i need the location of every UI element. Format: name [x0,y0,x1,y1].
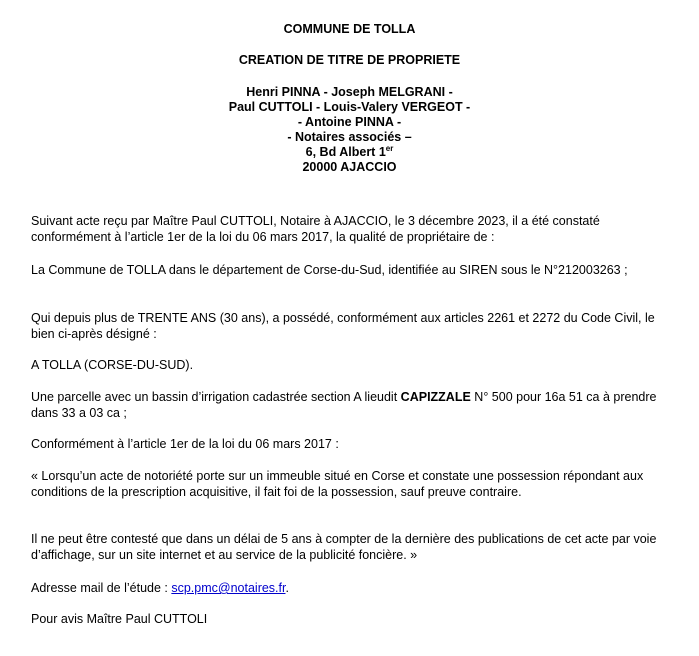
paragraph-email [31,581,671,597]
paragraph-possession [31,311,671,342]
paragraph-signature [31,612,671,628]
paragraph-commune [31,263,671,279]
parcel-desc-end: N° 500 pour 16a 51 ca à prendre dans 33 a 03 ca ; [31,390,657,420]
paragraph-law-text: Conformément à l’article 1er de la loi du 06 mars 2017 : [31,437,339,451]
paragraph-possession-text: Qui depuis plus de TRENTE ANS (30 ans), a possédé, conformément aux articles 2261 et 2272 du Code Civil, le bien ci-après désigné : [31,311,655,341]
paragraph-contest-text: Il ne peut être contesté que dans un délai de 5 ans à compter de la dernière des publications de cet acte par voie d’affichage, sur un site internet et au service de la publicité foncière. » [31,532,657,562]
address-line-2: 20000 AJACCIO [302,160,397,174]
parcel-lieudit: CAPIZZALE [400,390,471,404]
address-street: 6, Bd Albert 1 [305,145,386,159]
signature-text: Pour avis Maître Paul CUTTOLI [31,612,208,626]
paragraph-location-text: A TOLLA (CORSE-DU-SUD). [31,358,194,372]
address-superscript: er [385,143,394,153]
paragraph-act-text: Suivant acte reçu par Maître Paul CUTTOLI, Notaire à AJACCIO, le 3 décembre 2023, il a été constaté conformément à l’article 1er de la loi du 06 mars 2017, la qualité de propriétaire de : [31,214,600,244]
parcel-desc-start: Une parcelle avec un bassin d’irrigation cadastrée section A lieudit [31,390,401,404]
notaries-line-3: - Antoine PINNA - [297,115,402,129]
email-link[interactable]: scp.pmc@notaires.fr [171,581,286,595]
paragraph-parcel [31,390,671,421]
email-period: . [285,581,289,595]
notaries-line-1: Henri PINNA - Joseph MELGRANI - [246,85,453,99]
paragraph-act [31,214,671,245]
paragraph-location [31,358,671,374]
title-text: CREATION DE TITRE DE PROPRIETE [238,53,461,67]
notaries-line-2: Paul CUTTOLI - Louis-Valery VERGEOT - [228,100,471,114]
notaries-block [0,85,699,175]
paragraph-parcel-text [31,390,671,421]
paragraph-commune-text: La Commune de TOLLA dans le département de Corse-du-Sud, identifiée au SIREN sous le N°212003263 ; [31,263,628,277]
commune-heading [0,22,699,37]
commune-name: COMMUNE DE TOLLA [283,22,416,36]
notaries-line-4: - Notaires associés – [287,130,412,144]
address-line-1 [0,145,699,160]
paragraph-law [31,437,671,453]
paragraph-quote-text: « Lorsqu’un acte de notoriété porte sur un immeuble situé en Corse et constate une possession répondant aux conditions de la prescription acquisitive, il fait foi de la possession, sauf preuve contraire. [31,469,644,499]
paragraph-contest [31,532,671,563]
document-title [0,53,699,68]
email-label: Adresse mail de l’étude : [31,581,172,595]
paragraph-email-text [31,581,671,597]
paragraph-quote [31,469,671,500]
